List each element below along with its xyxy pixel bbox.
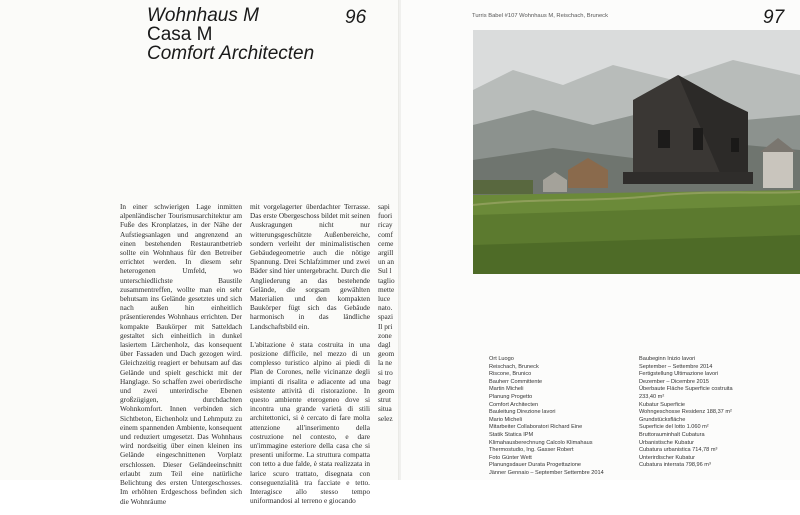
cut-off-line: si tro bbox=[378, 367, 393, 377]
cut-off-line: sapi bbox=[378, 202, 390, 211]
cut-off-line: bagr bbox=[378, 376, 391, 386]
cut-off-line: selez bbox=[378, 413, 393, 423]
cut-off-line: argill bbox=[378, 248, 394, 258]
credit-line: Statik Statica IPM bbox=[489, 431, 534, 438]
credit-line: Grundstücksfläche bbox=[639, 416, 686, 423]
credit-line: Unterirdischer Kubatur bbox=[639, 454, 695, 461]
credit-line: Planung Progetto bbox=[489, 393, 533, 400]
credit-line: Klimahausberechnung Calcolo Klimahaus bbox=[489, 439, 593, 446]
credit-line: Bruttorauminhalt Cubatura bbox=[639, 431, 705, 438]
credit-line: Foto Günter Wett bbox=[489, 454, 532, 461]
cut-off-line: mette bbox=[378, 284, 395, 294]
credit-line: Martin Micheli bbox=[489, 386, 524, 393]
cut-off-line: comf bbox=[378, 229, 393, 239]
credit-line: Urbanistische Kubatur bbox=[639, 439, 695, 446]
running-header: Turris Babel #107 Wohnhaus M, Reischach, Bruneck bbox=[472, 13, 608, 19]
cut-off-line: luce bbox=[378, 294, 391, 304]
cut-off-line: ceme bbox=[378, 238, 394, 248]
credit-line: Bauleitung Direzione lavori bbox=[489, 409, 556, 416]
paragraph-german-1: In einer schwierigen Lage inmitten alpenländischer Tourismusarchitektur am Fuße des Kronplatzes, in der Nähe der Aufstiegsanlagen und angrenzend an einen bestehenden Restaurantbetrieb sollte ein Wohnhaus für den Betreiber errichtet werden. In diesem sehr heterogenen Umfeld, wo unterschiedlichste Baustile zusammentreffen, wollte man ein sehr behutsam ins Gelände gesetztes und sich nach außen hin einheitlich präsentierendes Wohnhaus errichten. Der kompakte Baukörper mit Satteldach gestaltet sich einheitlich in dunkel lasiertem Lärchenholz, das konsequent über Fassaden und Dach gezogen wird. Gleichzeitig reagiert er behutsam auf das Gelände und spielt geschickt mit der Hanglage. So schaffen zwei oberirdische und zwei unterirdische Ebenen großzügigen, durchdachten Wohnkomfort. Innen verbinden sich Sichtbeton, Eichenholz und Lehmputz zu einem spannenden Ambiente, konsequent und reduziert umgesetzt. Das Wohnhaus wird nordseitig über einen kleinen ins Gelände eingeschnittenen Vorplatz erschlossen. Dieser Geländeeinschnitt erlaubt zum Teil eine natürliche Belichtung des ersten Untergeschosses. Im erhöhten Erdgeschoss befinden sich die Wohnräume bbox=[120, 202, 242, 506]
cut-off-line: Il pri bbox=[378, 321, 393, 331]
cut-off-line: dagl bbox=[378, 340, 391, 350]
cut-off-line: spazi bbox=[378, 312, 393, 322]
credit-line: Reischach, Bruneck bbox=[489, 363, 539, 370]
cut-off-line: zone bbox=[378, 330, 392, 340]
credit-line: Mario Micheli bbox=[489, 416, 522, 423]
text-column-2 bbox=[250, 202, 370, 515]
credits-column-left bbox=[489, 356, 634, 478]
cut-off-line: situa bbox=[378, 404, 392, 414]
text-column-1 bbox=[120, 202, 242, 515]
paragraph-german-2: mit vorgelagerter überdachter Terrasse. Das erste Obergeschoss bildet mit seinen Auskragungen nicht nur witterungsgeschützte Außenbereiche, sondern verleiht der minimalistischen Gebäudegeometrie auch die nötige Spannung. Drei Schlafzimmer und zwei Bäder sind hier untergebracht. Durch die Angliederung an das bestehende Gelände, die sorgsam gewählten Materialien und den kompakten Baukörper fügt sich das Gebäude harmonisch in das ländliche Landschaftsbild ein. bbox=[250, 202, 370, 331]
house-photo bbox=[473, 30, 800, 274]
credit-line: Planungsdauer Durata Progettazione bbox=[489, 462, 582, 469]
credit-line: 233,40 m² bbox=[639, 393, 665, 400]
credit-line: Kubatur Superficie bbox=[639, 401, 686, 408]
credit-line: Cubatura urbanistica 714,78 m³ bbox=[639, 447, 718, 454]
credit-line: Baubeginn Inizio lavori bbox=[639, 356, 696, 362]
credit-line: Bauherr Committente bbox=[489, 378, 543, 385]
page-number-left: 96 bbox=[345, 7, 367, 28]
credit-line: Thermostudio, Ing. Gasser Robert bbox=[489, 447, 574, 454]
title-architect: Comfort Architecten bbox=[147, 43, 315, 64]
cut-off-line: Sul l bbox=[378, 266, 392, 276]
credit-line: Mitarbeiter Collaboratori Richard Eine bbox=[489, 424, 583, 431]
credit-line: Riscone, Brunico bbox=[489, 371, 532, 378]
paragraph-italian-1: L'abitazione è stata costruita in una posizione difficile, nel mezzo di un complesso turistico alpino ai piedi di Plan de Corones, nelle vicinanze degli impianti di risalita e adiacente ad una esistente attività di ristorazione. In questo ambiente eterogeneo dove si incontra una grande varietà di stili architettonici, si è cercato di fare molta attenzione all'inserimento della costruzione nel contesto, e dare un'immagine esteriore della casa che si presenti uniforme. La struttura compatta con tetto a due falde, è stata realizzata in larice scuro trattato, disegnata con conseguenzialità tra facciate e tetto. Interagisce allo stesso tempo uniformandosi al terreno e giocando bbox=[250, 339, 370, 506]
cut-off-line: un an bbox=[378, 257, 395, 267]
cut-off-line: ricay bbox=[378, 220, 393, 230]
right-page bbox=[401, 0, 800, 480]
cut-off-line: la ne bbox=[378, 358, 392, 368]
left-page bbox=[0, 0, 399, 506]
cut-off-line: strut bbox=[378, 395, 391, 405]
cut-off-line: fuori bbox=[378, 211, 393, 221]
credit-line: Superficie del lotto 1.060 m² bbox=[639, 424, 709, 431]
title-german: Wohnhaus M bbox=[147, 5, 259, 26]
cut-off-line: taglio bbox=[378, 275, 395, 285]
cut-off-line: geom bbox=[378, 349, 395, 359]
credit-line: Fertigstellung Ultimazione lavori bbox=[639, 371, 719, 378]
title-italian: Casa M bbox=[147, 24, 213, 45]
credits-column-right bbox=[639, 356, 759, 470]
credit-line: Ort Luogo bbox=[489, 356, 514, 362]
credit-line: Überbaute Fläche Superficie costruita bbox=[639, 386, 733, 393]
page-number-right: 97 bbox=[763, 7, 785, 28]
cut-off-line: geom bbox=[378, 386, 395, 396]
credit-line: Wohngeschosse Residenz 188,37 m² bbox=[639, 409, 732, 416]
credit-line: Dezember – Dicembre 2015 bbox=[639, 378, 709, 385]
credit-line: Jänner Gennaio – September Settembre 2014 bbox=[489, 469, 604, 476]
text-column-3-cut bbox=[378, 202, 396, 423]
cut-off-line: nato. bbox=[378, 303, 393, 313]
credit-line: September – Settembre 2014 bbox=[639, 363, 713, 370]
credit-line: Comfort Architecten bbox=[489, 401, 539, 408]
credit-line: Cubatura interrata 798,96 m³ bbox=[639, 462, 711, 469]
